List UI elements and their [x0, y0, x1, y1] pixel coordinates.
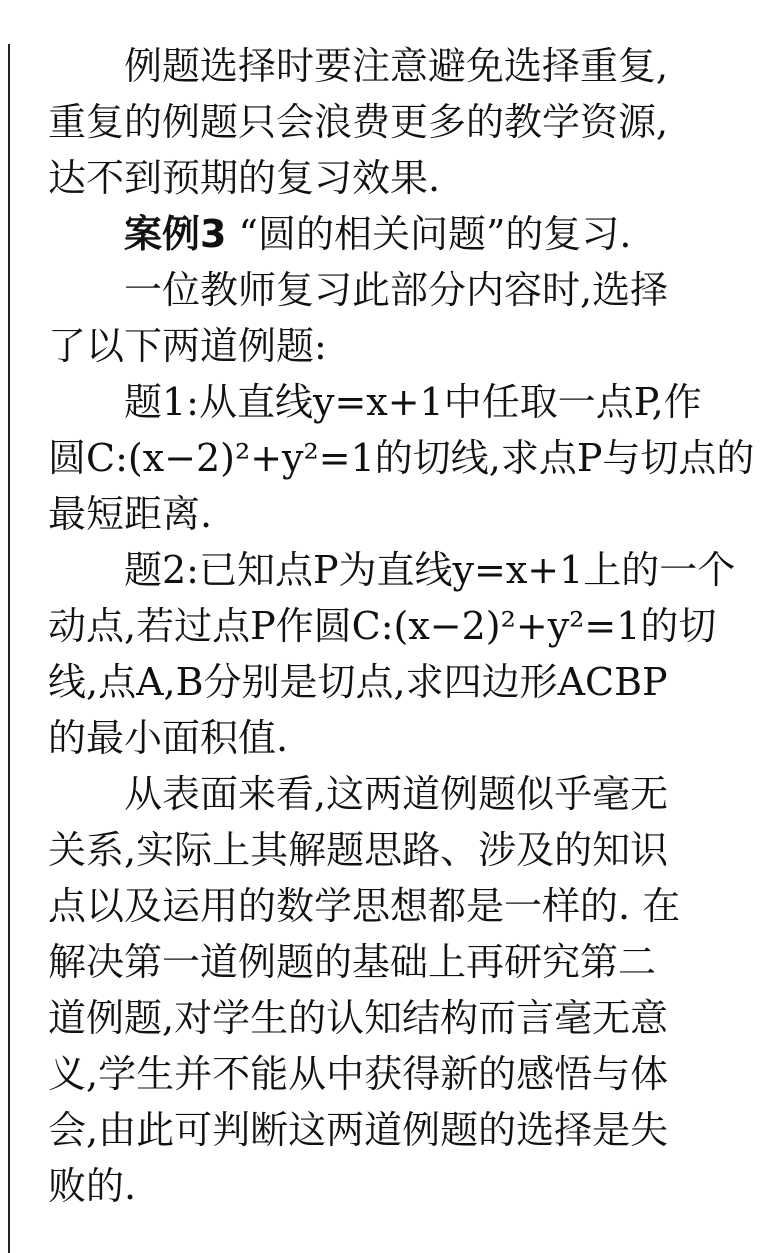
text-line: 了以下两道例题: [48, 324, 327, 368]
text-line: 败的. [48, 1164, 137, 1208]
text-line: 一位教师复习此部分内容时,选择 [124, 268, 669, 312]
problem-2-line: 的最小面积值. [48, 716, 289, 760]
text-line: 从表面来看,这两道例题似乎毫无 [124, 772, 669, 816]
problem-2-line: 动点,若过点P作圆C:(x−2)²+y²=1的切 [48, 604, 717, 648]
text-line: 解决第一道例题的基础上再研究第二 [48, 940, 657, 984]
problem-2-line: 线,点A,B分别是切点,求四边形ACBP [48, 660, 668, 704]
text-line: 会,由此可判断这两道例题的选择是失 [48, 1108, 669, 1152]
text-line: 道例题,对学生的认知结构而言毫无意 [48, 996, 669, 1040]
problem-1-line: 题1:从直线y=x+1中任取一点P,作 [124, 380, 702, 424]
text-line: 义,学生并不能从中获得新的感悟与体 [48, 1052, 669, 1096]
text-line: 例题选择时要注意避免选择重复, [124, 44, 669, 88]
document-body [48, 40, 755, 1216]
problem-2-line: 题2:已知点P为直线y=x+1上的一个 [124, 548, 736, 592]
text-line: 点以及运用的数学思想都是一样的. 在 [48, 884, 681, 928]
case-heading [48, 208, 684, 260]
case-title: “圆的相关问题”的复习. [238, 212, 632, 256]
case-label: 案例3 [124, 212, 227, 256]
text-line: 重复的例题只会浪费更多的教学资源, [48, 100, 669, 144]
problem-1-line: 圆C:(x−2)²+y²=1的切线,求点P与切点的 [48, 436, 755, 480]
text-line: 达不到预期的复习效果. [48, 156, 441, 200]
problem-1-line: 最短距离. [48, 492, 213, 536]
text-line: 关系,实际上其解题思路、涉及的知识 [48, 828, 669, 872]
margin-rule [8, 44, 10, 1253]
